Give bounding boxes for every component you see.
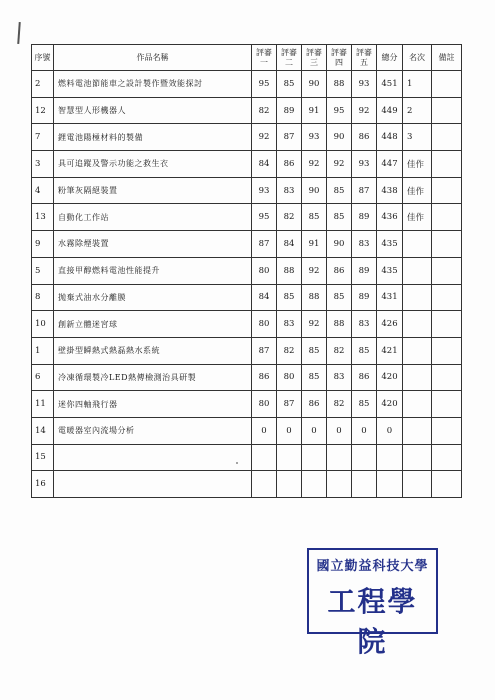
table-row [32, 124, 462, 151]
seal-university: 國立勤益科技大學 [316, 559, 429, 574]
cell-s5: 92 [352, 97, 377, 124]
cell-s3: 92 [302, 257, 327, 284]
cell-name: 直接甲醇燃料電池性能提升 [54, 257, 252, 284]
cell-s4: 92 [327, 151, 352, 178]
cell-remark [432, 151, 462, 178]
cell-s3: 85 [302, 337, 327, 364]
cell-s3: 90 [302, 71, 327, 98]
cell-no: 6 [32, 364, 54, 391]
cell-s3: 85 [302, 364, 327, 391]
cell-no: 5 [32, 257, 54, 284]
cell-total: 449 [377, 97, 403, 124]
cell-rank: 佳作 [403, 204, 432, 231]
cell-no: 4 [32, 177, 54, 204]
cell-total: 435 [377, 231, 403, 258]
table-row [32, 71, 462, 98]
cell-name: 抛棄式油水分離膜 [54, 284, 252, 311]
header-judge-2 [277, 45, 302, 71]
cell-s5 [352, 444, 377, 471]
cell-s4: 85 [327, 177, 352, 204]
cell-s5: 93 [352, 71, 377, 98]
cell-total: 438 [377, 177, 403, 204]
cell-total: 426 [377, 311, 403, 338]
cell-s4: 95 [327, 97, 352, 124]
cell-remark [432, 97, 462, 124]
cell-s1: 93 [252, 177, 277, 204]
table-row [32, 284, 462, 311]
table-row [32, 391, 462, 418]
cell-no: 12 [32, 97, 54, 124]
cell-remark [432, 257, 462, 284]
cell-no: 1 [32, 337, 54, 364]
judge-label: 評審 [256, 47, 272, 57]
cell-s5: 83 [352, 311, 377, 338]
cell-s4: 82 [327, 337, 352, 364]
cell-s3: 88 [302, 284, 327, 311]
header-rank: 名次 [403, 45, 432, 71]
cell-s5: 86 [352, 364, 377, 391]
cell-s4: 86 [327, 257, 352, 284]
cell-total: 448 [377, 124, 403, 151]
cell-name [54, 444, 252, 471]
cell-remark [432, 444, 462, 471]
cell-total [377, 471, 403, 498]
cell-remark [432, 177, 462, 204]
score-table [31, 44, 462, 498]
cell-s5: 89 [352, 204, 377, 231]
cell-s3: 90 [302, 177, 327, 204]
cell-remark [432, 124, 462, 151]
table-row [32, 231, 462, 258]
cell-s5: 89 [352, 284, 377, 311]
cell-s5: 93 [352, 151, 377, 178]
cell-s1: 87 [252, 337, 277, 364]
cell-s5: 85 [352, 337, 377, 364]
cell-rank [403, 364, 432, 391]
cell-rank: 佳作 [403, 151, 432, 178]
table-row [32, 444, 462, 471]
cell-name [54, 471, 252, 498]
cell-total [377, 444, 403, 471]
table-row [32, 337, 462, 364]
cell-name: 電暖器室內流場分析 [54, 417, 252, 444]
cell-s3: 91 [302, 231, 327, 258]
table-row [32, 97, 462, 124]
cell-no: 13 [32, 204, 54, 231]
cell-s4: 85 [327, 284, 352, 311]
cell-s2: 87 [277, 124, 302, 151]
cell-s2: 0 [277, 417, 302, 444]
header-judge-4 [327, 45, 352, 71]
cell-rank [403, 417, 432, 444]
table-row [32, 417, 462, 444]
cell-name: 智慧型人形機器人 [54, 97, 252, 124]
cell-remark [432, 71, 462, 98]
cell-total: 436 [377, 204, 403, 231]
scan-speck [236, 462, 238, 464]
cell-no: 16 [32, 471, 54, 498]
cell-remark [432, 231, 462, 258]
cell-s2: 85 [277, 71, 302, 98]
header-judge-1 [252, 45, 277, 71]
cell-s1: 95 [252, 71, 277, 98]
cell-s1: 87 [252, 231, 277, 258]
judge-number: 二 [285, 57, 293, 67]
cell-rank [403, 231, 432, 258]
cell-name: 迷你四軸飛行器 [54, 391, 252, 418]
judge-number: 一 [260, 57, 268, 67]
cell-name: 水霧除煙裝置 [54, 231, 252, 258]
cell-s2: 88 [277, 257, 302, 284]
cell-total: 420 [377, 364, 403, 391]
judge-label: 評審 [356, 47, 372, 57]
judge-number: 五 [360, 57, 368, 67]
cell-no: 14 [32, 417, 54, 444]
cell-s1: 0 [252, 417, 277, 444]
header-no: 序號 [32, 45, 54, 71]
cell-rank [403, 311, 432, 338]
cell-s1 [252, 444, 277, 471]
cell-total: 0 [377, 417, 403, 444]
judge-label: 評審 [281, 47, 297, 57]
cell-s2: 84 [277, 231, 302, 258]
cell-s1: 80 [252, 257, 277, 284]
cell-name: 具可追蹤及警示功能之救生衣 [54, 151, 252, 178]
cell-remark [432, 204, 462, 231]
cell-s4: 88 [327, 71, 352, 98]
cell-name: 粉筆灰隔絕裝置 [54, 177, 252, 204]
cell-total: 447 [377, 151, 403, 178]
header-total: 總分 [377, 45, 403, 71]
cell-s1 [252, 471, 277, 498]
cell-s2: 89 [277, 97, 302, 124]
cell-s4: 88 [327, 311, 352, 338]
cell-remark [432, 391, 462, 418]
cell-no: 2 [32, 71, 54, 98]
cell-remark [432, 364, 462, 391]
cell-remark [432, 337, 462, 364]
cell-s5: 83 [352, 231, 377, 258]
cell-name: 燃料電池節能車之設計製作暨效能探討 [54, 71, 252, 98]
college-seal-stamp [307, 548, 438, 658]
table-row [32, 151, 462, 178]
cell-s5: 85 [352, 391, 377, 418]
cell-s3: 91 [302, 97, 327, 124]
cell-s2: 83 [277, 311, 302, 338]
header-row [32, 45, 462, 71]
cell-s3: 93 [302, 124, 327, 151]
cell-total: 435 [377, 257, 403, 284]
cell-s4: 82 [327, 391, 352, 418]
cell-s5: 89 [352, 257, 377, 284]
cell-s2 [277, 471, 302, 498]
table-row [32, 257, 462, 284]
header-name: 作品名稱 [54, 45, 252, 71]
cell-s3: 85 [302, 204, 327, 231]
cell-s2: 86 [277, 151, 302, 178]
cell-no: 7 [32, 124, 54, 151]
header-remark: 備註 [432, 45, 462, 71]
cell-s3 [302, 444, 327, 471]
cell-rank: 2 [403, 97, 432, 124]
table-row [32, 177, 462, 204]
cell-name: 自動化工作站 [54, 204, 252, 231]
judge-number: 四 [335, 57, 343, 67]
cell-rank [403, 257, 432, 284]
cell-no: 11 [32, 391, 54, 418]
cell-s3: 86 [302, 391, 327, 418]
cell-name: 壁掛型瞬熱式熱磊熱水系統 [54, 337, 252, 364]
cell-name: 冷凍循環製冷LED熱傳檢測治具研製 [54, 364, 252, 391]
cell-s1: 82 [252, 97, 277, 124]
cell-s2 [277, 444, 302, 471]
cell-s3: 92 [302, 311, 327, 338]
cell-s2: 82 [277, 204, 302, 231]
cell-s5: 87 [352, 177, 377, 204]
cell-s5: 0 [352, 417, 377, 444]
cell-rank: 佳作 [403, 177, 432, 204]
table-row [32, 364, 462, 391]
cell-remark [432, 417, 462, 444]
table-row [32, 471, 462, 498]
cell-remark [432, 284, 462, 311]
cell-remark [432, 311, 462, 338]
cell-s1: 92 [252, 124, 277, 151]
cell-s3: 92 [302, 151, 327, 178]
cell-s4 [327, 444, 352, 471]
cell-s3 [302, 471, 327, 498]
cell-s2: 85 [277, 284, 302, 311]
cell-total: 421 [377, 337, 403, 364]
seal-college: 工程學院 [327, 585, 418, 658]
cell-no: 15 [32, 444, 54, 471]
cell-rank [403, 284, 432, 311]
pen-mark [17, 22, 21, 44]
cell-s1: 84 [252, 284, 277, 311]
cell-s4: 90 [327, 124, 352, 151]
judge-label: 評審 [306, 47, 322, 57]
cell-no: 3 [32, 151, 54, 178]
cell-s1: 80 [252, 391, 277, 418]
cell-s4: 85 [327, 204, 352, 231]
cell-no: 8 [32, 284, 54, 311]
cell-name: 鋰電池陽極材料的製備 [54, 124, 252, 151]
cell-rank [403, 471, 432, 498]
cell-s4: 83 [327, 364, 352, 391]
judge-label: 評審 [331, 47, 347, 57]
cell-s2: 87 [277, 391, 302, 418]
cell-no: 9 [32, 231, 54, 258]
cell-s4: 90 [327, 231, 352, 258]
cell-s1: 80 [252, 311, 277, 338]
cell-s3: 0 [302, 417, 327, 444]
header-judge-3 [302, 45, 327, 71]
cell-s2: 80 [277, 364, 302, 391]
cell-total: 451 [377, 71, 403, 98]
cell-s2: 82 [277, 337, 302, 364]
cell-rank [403, 391, 432, 418]
cell-s1: 86 [252, 364, 277, 391]
cell-s4 [327, 471, 352, 498]
cell-s5: 86 [352, 124, 377, 151]
cell-rank [403, 337, 432, 364]
cell-no: 10 [32, 311, 54, 338]
judge-number: 三 [310, 57, 318, 67]
cell-total: 420 [377, 391, 403, 418]
cell-name: 創新立體迷宮球 [54, 311, 252, 338]
cell-rank [403, 444, 432, 471]
cell-s1: 84 [252, 151, 277, 178]
cell-s1: 95 [252, 204, 277, 231]
cell-rank: 1 [403, 71, 432, 98]
table-row [32, 204, 462, 231]
table-row [32, 311, 462, 338]
cell-s2: 83 [277, 177, 302, 204]
header-judge-5 [352, 45, 377, 71]
cell-s5 [352, 471, 377, 498]
cell-rank: 3 [403, 124, 432, 151]
cell-total: 431 [377, 284, 403, 311]
cell-remark [432, 471, 462, 498]
cell-s4: 0 [327, 417, 352, 444]
